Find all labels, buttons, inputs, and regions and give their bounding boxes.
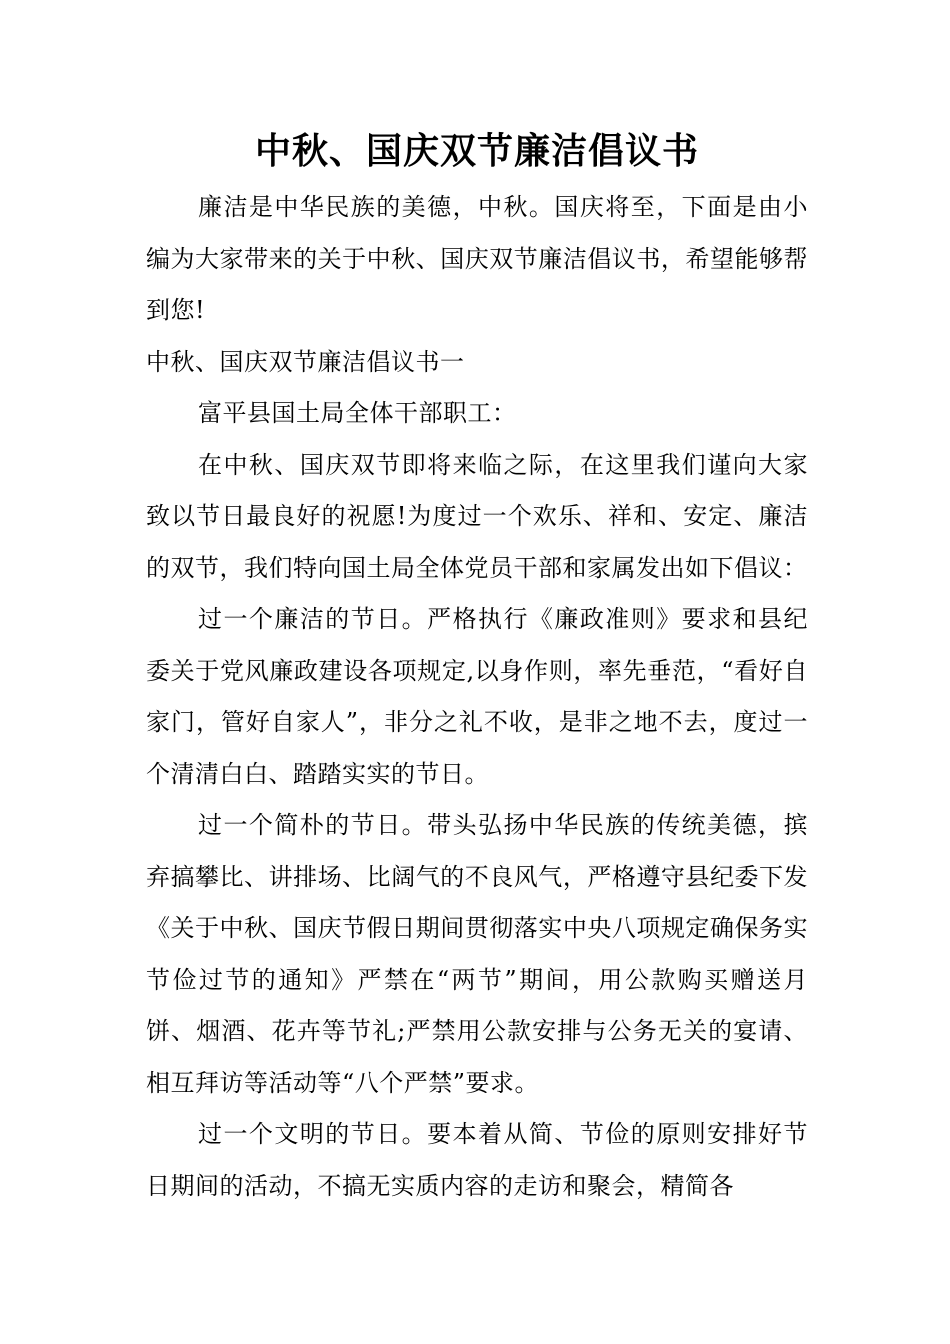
section-heading: 中秋、国庆双节廉洁倡议书一	[146, 347, 465, 376]
body-paragraph: 过一个文明的节日。要本着从简、节俭的原则安排好节日期间的活动，不搞无实质内容的走访和聚会，精简各	[146, 1120, 808, 1200]
salutation: 富平县国土局全体干部职工：	[198, 399, 517, 427]
document-title: 中秋、国庆双节廉洁倡议书	[254, 130, 699, 172]
body-paragraph: 在中秋、国庆双节即将来临之际，在这里我们谨向大家致以节日最良好的祝愿!为度过一个欢乐、祥和、安定、廉洁的双节，我们特向国土局全体党员干部和家属发出如下倡议：	[146, 450, 808, 582]
body-paragraph: 过一个简朴的节日。带头弘扬中华民族的传统美德，摈弃搞攀比、讲排场、比阔气的不良风气，严格遵守县纪委下发《关于中秋、国庆节假日期间贯彻落实中央八项规定确保务实节俭过节的通知》严禁在“两节”期间，用公款购买赠送月饼、烟酒、花卉等节礼;严禁用公款安排与公务无关的宴请、相互拜访等活动等“八个严禁”要求。	[146, 811, 808, 1097]
body-paragraph: 过一个廉洁的节日。严格执行《廉政准则》要求和县纪委关于党风廉政建设各项规定,以身作则，率先垂范，“看好自家门，管好自家人”，非分之礼不收，是非之地不去，度过一个清清白白、踏踏实实的节日。	[146, 605, 808, 788]
intro-paragraph: 廉洁是中华民族的美德，中秋。国庆将至，下面是由小编为大家带来的关于中秋、国庆双节廉洁倡议书，希望能够帮到您!	[146, 193, 808, 324]
document-page	[146, 124, 808, 1212]
